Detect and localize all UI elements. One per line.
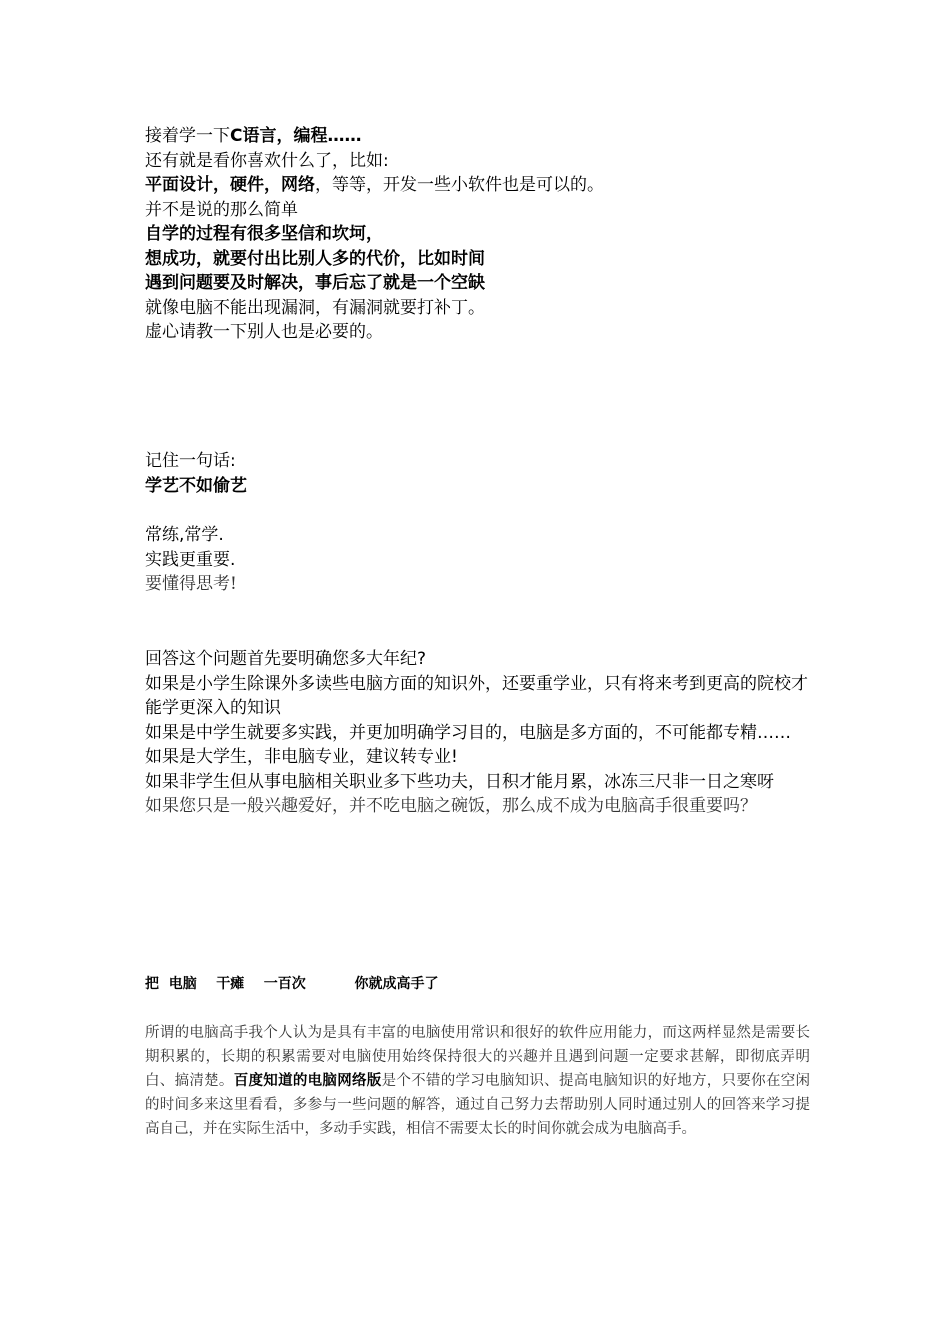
ask-others-line: 虚心请教一下别人也是必要的。 <box>145 322 383 342</box>
fields-rest: ，等等，开发一些小软件也是可以的。 <box>315 175 604 195</box>
interest-line: 还有就是看你喜欢什么了，比如: <box>145 150 389 171</box>
joke-headline: 把 电脑 干瘫 一百次 你就成高手了 <box>145 976 439 992</box>
expert-text-after: 是个不错的学习电脑知识、提高电脑知识的好地方，只要你在空闲的时间多来这里看看，多参与一些问题的解答，通过自己努力去帮助别人同时通过别人的回答来学习提高自己，并在实际生活中，多动手实践，相信不需要太长的时间你就会成为电脑高手。 <box>145 1073 811 1137</box>
baidu-zhidao-highlight: 百度知道的电脑网络版 <box>233 1073 382 1089</box>
non-student-advice: 如果非学生但从事电脑相关职业多下些功夫，日积才能月累，冰冻三尺非一日之寒呀 <box>145 771 774 792</box>
practice-important-line: 实践更重要. <box>145 549 236 570</box>
age-advice-block <box>145 647 810 819</box>
college-student-advice: 如果是大学生，非电脑专业，建议转专业! <box>145 747 458 767</box>
age-question: 回答这个问题首先要明确您多大年纪? <box>145 649 427 669</box>
hardship-line: 自学的过程有很多坚信和坎坷， <box>145 224 383 244</box>
expert-paragraph-block <box>145 1021 810 1141</box>
c-language-prefix: 接着学一下 <box>145 126 230 146</box>
practice-block <box>145 523 810 597</box>
proverb-line: 学艺不如偷艺 <box>145 475 247 496</box>
expert-paragraph <box>145 1021 810 1141</box>
fields-line <box>145 173 810 198</box>
remember-line: 记住一句话: <box>145 451 236 471</box>
not-simple-line: 并不是说的那么简单 <box>145 199 298 220</box>
expert-text-before: 所谓的电脑高手我个人认为是具有丰富的电脑使用常识和很好的软件应用能力，而这两样显然是需要长期积累的，长期的积累需要对电脑使用始终保持很大的兴趣并且遇到问题一定要求甚解，即彻底弄明白、搞清楚。 <box>145 1025 810 1089</box>
study-advice-block <box>145 124 810 345</box>
fields-bold: 平面设计，硬件，网络 <box>145 175 315 195</box>
practice-line: 常练,常学. <box>145 525 224 545</box>
c-language-line <box>145 124 810 149</box>
middle-student-advice: 如果是中学生就要多实践，并更加明确学习目的，电脑是多方面的，不可能都专精…… <box>145 722 791 743</box>
joke-headline-block <box>145 974 810 994</box>
success-cost-line: 想成功，就要付出比别人多的代价，比如时间 <box>145 248 485 269</box>
c-language-bold: C语言，编程…… <box>230 126 362 146</box>
primary-student-advice: 如果是小学生除课外多读些电脑方面的知识外，还要重学业，只有将来考到更高的院校才能学更深入的知识 <box>145 673 808 718</box>
patch-line: 就像电脑不能出现漏洞，有漏洞就要打补丁。 <box>145 297 485 318</box>
think-line: 要懂得思考! <box>145 574 237 594</box>
solve-problems-line: 遇到问题要及时解决，事后忘了就是一个空缺 <box>145 273 485 293</box>
hobby-question: 如果您只是一般兴趣爱好，并不吃电脑之碗饭，那么成不成为电脑高手很重要吗？ <box>145 796 757 816</box>
remember-block <box>145 449 810 498</box>
